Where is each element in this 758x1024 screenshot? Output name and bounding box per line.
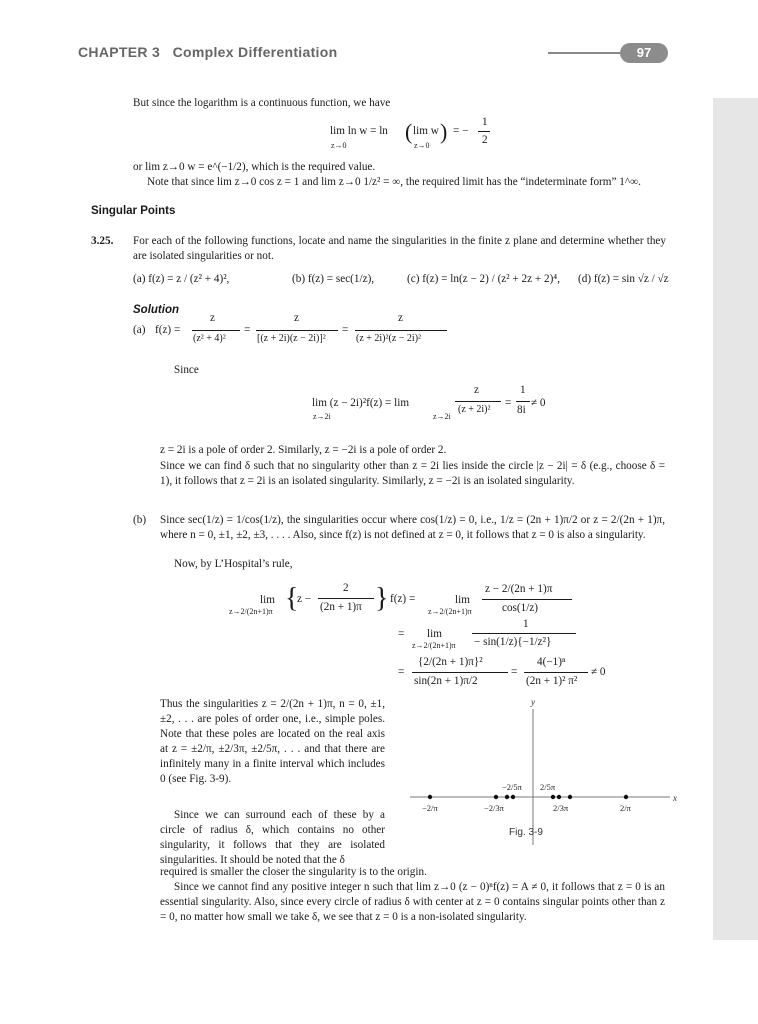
pb-eq3-neq: ≠ 0 — [591, 666, 606, 678]
pole-point — [494, 795, 498, 799]
fig-label-above: 2/5π — [540, 782, 556, 792]
pb-lim-2: lim — [455, 594, 470, 606]
pb-eq3-num1: {2/(2n + 1)π}² — [418, 656, 483, 668]
fig-label-below: 2/3π — [553, 803, 569, 813]
pa-neq: ≠ 0 — [531, 397, 546, 409]
pa-num-2: z — [294, 312, 299, 324]
pb-brace-expr: z − — [297, 593, 312, 605]
pa-num-1: z — [210, 312, 215, 324]
pb-lim-sub-2: z→2/(2n+1)π — [428, 607, 472, 616]
fig-label-below: −2/π — [422, 803, 438, 813]
fig-label-above: −2/5π — [502, 782, 522, 792]
chapter-title: Complex Differentiation — [172, 44, 338, 60]
fig-x-label: x — [673, 793, 677, 803]
pa-den-1: (z² + 4)² — [193, 333, 226, 344]
part-b-para-2: Now, by L’Hospital’s rule, — [174, 558, 293, 570]
pa-den-3: (z + 2i)²(z − 2i)² — [356, 333, 422, 344]
pole-point — [428, 795, 432, 799]
pb-lim-sub-3: z→2/(2n+1)π — [412, 641, 456, 650]
problem-number: 3.25. — [91, 235, 114, 247]
pole-point — [511, 795, 515, 799]
pb-frac1-num: 2 — [343, 582, 349, 594]
pole-point — [505, 795, 509, 799]
figure-caption: Fig. 3-9 — [509, 827, 543, 838]
pa-res-num: 1 — [520, 384, 526, 396]
pb-frac1-den: (2n + 1)π — [320, 601, 362, 613]
pb-lim-3: lim — [427, 628, 442, 640]
eq-sub-2: z→0 — [414, 141, 430, 150]
intro-line-1: But since the logarithm is a continuous function, we have — [133, 97, 391, 109]
intro-line-2: or lim z→0 w = e^(−1/2), which is the required value. — [133, 161, 376, 173]
section-title: Singular Points — [91, 205, 176, 217]
pb-lim-1: lim — [260, 594, 275, 606]
pa-frac-den: (z + 2i)² — [458, 404, 491, 415]
pole-point — [557, 795, 561, 799]
part-b-para-5: required is smaller the closer the singularity is to the origin. — [160, 866, 427, 878]
pb-frac2-num: z − 2/(2n + 1)π — [485, 583, 553, 595]
problem-a: (a) f(z) = z / (z² + 4)², — [133, 273, 230, 285]
eq-lhs: lim ln w = ln — [330, 125, 388, 137]
pb-fz: f(z) = — [390, 593, 416, 605]
problem-statement: For each of the following functions, locate and name the singularities in the finite z plane and determine whether they are isolated singularities or not. — [133, 235, 666, 262]
header-rule — [548, 52, 628, 54]
eq-den: 2 — [482, 134, 488, 146]
part-b-para-6: Since we cannot find any positive integer n such that lim z→0 (z − 0)ⁿf(z) = A ≠ 0, it follows that z = 0 is an essential singularity. Also, since every circle of radius δ with center at z = 0 contains singular points other than z = 0, no matter how small we take δ, we see that z = 0 is a non-isolated singularity. — [160, 881, 665, 923]
running-header — [78, 44, 337, 60]
pb-eq2-den: − sin(1/z){−1/z²} — [474, 636, 552, 648]
figure-3-9 — [400, 695, 680, 845]
pa-frac-num: z — [474, 384, 479, 396]
pa-res-den: 8i — [517, 404, 526, 416]
pole-point — [624, 795, 628, 799]
chapter-label: CHAPTER 3 — [78, 44, 161, 60]
pa-lim-sub-1: z→2i — [313, 412, 331, 421]
eq-lim: lim w — [413, 125, 439, 137]
pole-point — [551, 795, 555, 799]
part-b-para-4: Since we can surround each of these by a circle of radius δ, which contains no other singularity, it follows that they are isolated singularities. It should be noted that the δ — [160, 809, 385, 866]
page-edge-tab — [713, 98, 758, 940]
part-a-para-2: Since we can find δ such that no singularity other than z = 2i lies inside the circle |z − 2i| = δ (e.g., choose δ = 1), it follows that z = 2i is an isolated singularity. Similarly, z = −2i is an isolated singularity. — [160, 460, 665, 487]
pb-eq3-den1: sin(2n + 1)π/2 — [414, 675, 478, 687]
pa-num-3: z — [398, 312, 403, 324]
pb-eq3-den2: (2n + 1)² π² — [526, 675, 578, 687]
pa-fz: f(z) = — [155, 324, 181, 336]
fig-label-below: −2/3π — [484, 803, 504, 813]
part-b-label: (b) — [133, 514, 147, 526]
part-a-label: (a) — [133, 324, 146, 336]
eq-rhs: = − — [453, 125, 469, 137]
pa-lim-sub-2: z→2i — [433, 412, 451, 421]
problem-d: (d) f(z) = sin √z / √z — [578, 273, 669, 285]
eq-sub-1: z→0 — [331, 141, 347, 150]
page-number: 97 — [620, 43, 668, 63]
fig-y-label: y — [531, 697, 535, 707]
pa-den-2: [(z + 2i)(z − 2i)]² — [257, 333, 326, 344]
problem-b: (b) f(z) = sec(1/z), — [292, 273, 375, 285]
intro-line-3: Note that since lim z→0 cos z = 1 and lim z→0 1/z² = ∞, the required limit has the “indeterminate form” 1^∞. — [147, 176, 641, 188]
pb-eq2-num: 1 — [523, 618, 529, 630]
pa-lim-expr: lim (z − 2i)²f(z) = lim — [312, 397, 410, 409]
solution-label: Solution — [133, 304, 179, 316]
part-b-para-3: Thus the singularities z = 2/(2n + 1)π, n = 0, ±1, ±2, . . . are poles of order one, i.e., simple poles. Note that these poles are located on the real axis at z = ±2/π, ±2/3π, ±2/5π, . . . and that there are infinitely many in a finite interval which includes 0 (see Fig. 3-9). — [160, 698, 385, 785]
part-a-para-1: z = 2i is a pole of order 2. Similarly, z = −2i is a pole of order 2. — [160, 444, 447, 456]
pole-point — [568, 795, 572, 799]
problem-c: (c) f(z) = ln(z − 2) / (z² + 2z + 2)⁴, — [407, 273, 561, 285]
pb-eq3-num2: 4(−1)ⁿ — [537, 656, 566, 668]
pb-frac2-den: cos(1/z) — [502, 602, 539, 614]
part-a-since: Since — [174, 364, 199, 376]
fig-label-below: 2/π — [620, 803, 631, 813]
part-b-para-1: Since sec(1/z) = 1/cos(1/z), the singularities occur where cos(1/z) = 0, i.e., 1/z = (2n + 1)π/2 or z = 2/(2n + 1)π, where n = 0, ±1, ±2, ±3, . . . . Also, since f(z) is not defined at z = 0, it follows that z = 0 is also a singularity. — [160, 514, 665, 541]
pb-lim-sub-1: z→2/(2n+1)π — [229, 607, 273, 616]
eq-num: 1 — [482, 116, 488, 128]
